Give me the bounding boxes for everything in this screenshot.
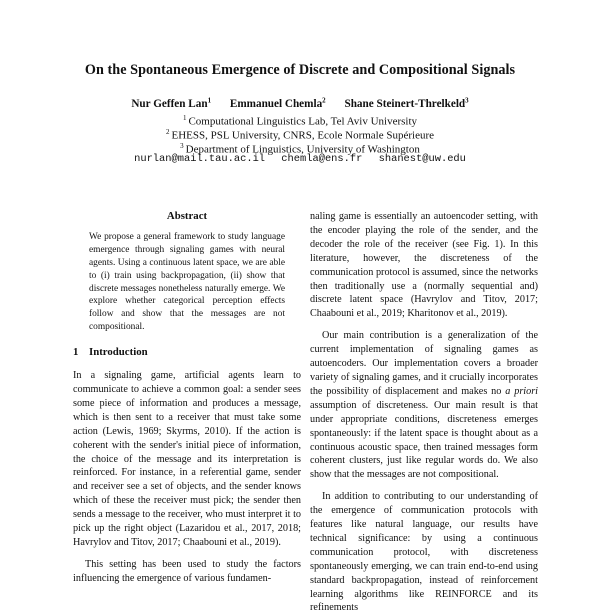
left-column xyxy=(73,210,301,586)
abstract-heading: Abstract xyxy=(166,210,208,222)
email-list xyxy=(0,153,600,165)
right-column xyxy=(310,210,538,615)
author: Shane Steinert-Threlkeld$^3$ xyxy=(344,96,469,110)
email[interactable]: nurlan@mail.tau.ac.il xyxy=(134,153,266,165)
affiliation: $^1$ Computational Linguistics Lab, Tel Aviv University xyxy=(182,114,418,128)
author-list xyxy=(0,96,600,110)
section-title: Introduction xyxy=(89,346,148,359)
affiliation: $^2$ EHESS, PSL University, CNRS, Ecole Normale Supérieure xyxy=(165,128,435,142)
section-number: 1 xyxy=(73,346,79,359)
email[interactable]: shanest@uw.edu xyxy=(378,153,466,165)
affiliation: $^3$ Department of Linguistics, University of Washington xyxy=(180,142,420,156)
email[interactable]: chemla@ens.fr xyxy=(281,153,363,165)
abstract-text: We propose a general framework to study language emergence through signaling games with neural agents. Using a continuous latent space, we are able to (i) train using backpropagation, (ii) show that discrete messages nonetheless naturally emerge. We explore whether categorical perception effects follow and show that the messages are not compositional. xyxy=(89,231,285,333)
paragraph: In addition to contributing to our understanding of the emergence of communication protocols with features like natural language, our results have technical significance: by using a continuous communication protocol, with discreteness spontaneously emerging, we can train end-to-end using standard backpropagation, instead of reinforcement learning algorithms like REINFORCE and its refinements xyxy=(310,491,538,614)
paragraph: In a signaling game, artificial agents learn to communicate to achieve a common goal: a sender sees some piece of information and produces a message, which is then sent to a receiver that must take some action (Lewis, 1969; Skyrms, 2010). If the action is coherent with the sender's initial piece of information, the choice of the message and its interpretation is reinforced. For instance, in a referential game, sender and receiver see a set of objects, and the sender knows which of these the receiver must pick; the sender then sends a message to the receiver, who must interpret it to pick up the right object (Lazaridou et al., 2017, 2018; Havrylov and Titov, 2017; Chaabouni et al., 2019). xyxy=(73,370,301,548)
author: Nur Geffen Lan$^1$ xyxy=(131,96,212,110)
paragraph: Our main contribution is a generalization of the current implementation of signaling games as autoencoders. Our implementation covers a broader variety of signaling games, and it crucially incorporates the possibility of displacement and makes no a priori assumption of discreteness. Our main result is that under appropriate conditions, discreteness emerges spontaneously: if the latent space is thought about as a continuous acoustic space, then trained messages form coherent clusters, just like regular words do. We also show that the messages are not compositional. xyxy=(310,330,539,481)
emphasis: a priori xyxy=(505,385,539,397)
section-heading xyxy=(73,346,301,360)
paragraph: This setting has been used to study the factors influencing the emergence of various fundamen- xyxy=(73,558,301,584)
author: Emmanuel Chemla$^2$ xyxy=(229,96,326,110)
paragraph: naling game is essentially an autoencoder setting, with the encoder playing the role of the sender, and the decoder the role of the receiver (see Fig. 1). In this literature, however, the discreteness of the communication protocol is assumed, since the networks then traditionally use a (normally sequential and) discrete latent space (Havrylov and Titov, 2017; Chaabouni et al., 2019; Kharitonov et al., 2019). xyxy=(310,211,538,320)
paper-title: On the Spontaneous Emergence of Discrete and Compositional Signals xyxy=(84,62,516,78)
